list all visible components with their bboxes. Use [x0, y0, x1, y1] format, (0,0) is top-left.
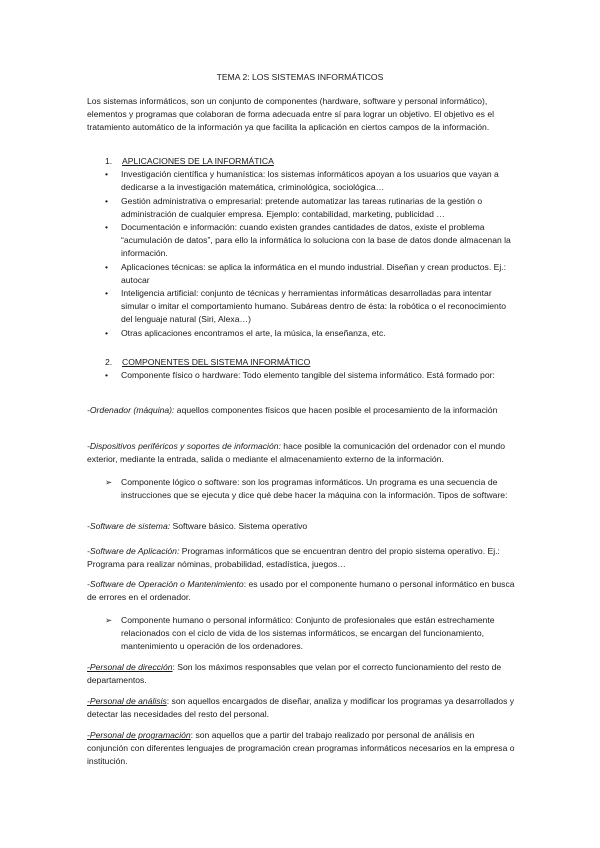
analisis-paragraph: [87, 695, 517, 721]
intro-paragraph: Los sistemas informáticos, son un conjunto de componentes (hardware, software y personal informático), elementos y programas que colaboran de forma adecuada entre sí para lograr un objetivo. El objetivo es el tratamiento automático de la información ya que facilita la aplicación en ciertos campos de la información.: [87, 96, 495, 133]
term-label: -Personal de análisis: [87, 696, 167, 706]
term-label: -Ordenador (máquina):: [87, 405, 175, 415]
term-label: -Software de Operación o Mantenimiento: [87, 579, 244, 589]
list-item-text: Otras aplicaciones encontramos el arte, la música, la enseñanza, etc.: [121, 327, 386, 338]
ordenador-paragraph: [87, 404, 517, 417]
direccion-paragraph: [87, 661, 517, 687]
list-item-text: Inteligencia artificial: conjunto de técnicas y herramientas informáticas desarrolladas para intentar simular o imitar el comportamiento humano. Subáreas dentro de ésta: la robótica o el reconocimiento del lenguaje natural (Siri, Alexa…): [121, 288, 507, 325]
perifericos-paragraph: [87, 440, 517, 466]
arrow-bullet-icon: ➢: [105, 615, 113, 625]
bullet-icon: •: [105, 327, 109, 338]
document-title: TEMA 2: LOS SISTEMAS INFORMÁTICOS: [216, 72, 384, 82]
arrow-bullet-icon: ➢: [105, 477, 113, 487]
list-item: [105, 614, 515, 654]
section-1-heading: [105, 155, 515, 168]
list-item: [105, 369, 515, 382]
term-text: Programas informáticos que se encuentran dentro del propio sistema operativo. Ej.: Programa para realizar nóminas, probabilidad, estadística, juegos…: [87, 546, 500, 570]
list-item: [105, 476, 515, 502]
term-text: aquellos componentes físicos que hacen posible el procesamiento de la información: [174, 405, 498, 415]
term-text: : son aquellos que a partir del trabajo realizado por personal de análisis en conjunción con diferentes lenguajes de programación crean programas informáticos necesarios en la empresa o institución.: [87, 730, 515, 767]
list-item: [105, 221, 515, 261]
list-item-text: Componente humano o personal informático: Conjunto de profesionales que están estrechamente relacionados con el ciclo de vida de los sistemas informáticos, se encargan del funcionamiento, mantenimiento u operación de los ordenadores.: [121, 615, 495, 652]
list-item-text: Componente lógico o software: son los programas informáticos. Un programa es una secuencia de instrucciones que se ejecuta y dice qué debe hacer la máquina con la información. Tipos de software:: [121, 477, 508, 501]
bullet-icon: •: [105, 169, 109, 180]
humano-block: [105, 614, 515, 654]
bullet-icon: •: [105, 288, 109, 299]
term-label: -Dispositivos periféricos y soportes de información:: [87, 441, 281, 451]
section-number: 2.: [105, 357, 113, 367]
term-label: -Personal de programación: [87, 730, 191, 740]
list-item-text: Documentación e información: cuando existen grandes cantidades de datos, existe el problema “acumulación de datos”, para ello la informática lo soluciona con la base de datos donde almacenan la información.: [121, 222, 511, 259]
list-item-text: Gestión administrativa o empresarial: pretende automatizar las tareas rutinarias de la gestión o administración de cualquier empresa. Ejemplo: contabilidad, marketing, publicidad …: [121, 195, 483, 219]
section-title: APLICACIONES DE LA INFORMÁTICA: [122, 156, 274, 166]
term-text: : Son los máximos responsables que velan por el correcto funcionamiento del resto de departamentos.: [87, 662, 502, 686]
bullet-icon: •: [105, 261, 109, 272]
sw-sistema-paragraph: [87, 520, 517, 533]
sw-aplicacion-paragraph: [87, 545, 517, 571]
programacion-paragraph: [87, 729, 517, 769]
section-2: [105, 356, 515, 382]
term-label: -Personal de dirección: [87, 662, 173, 672]
list-item-text: Investigación científica y humanística: los sistemas informáticos apoyan a los usuarios que vayan a dedicarse a la investigación matemática, criminológica, sociológica…: [121, 169, 499, 193]
sw-operacion-paragraph: [87, 578, 517, 604]
bullet-icon: •: [105, 370, 109, 381]
term-text: : son aquellos encargados de diseñar, analiza y modificar los programas ya desarrollados y detectar las necesidades del resto del personal.: [87, 696, 515, 720]
term-label: -Software de Aplicación:: [87, 546, 180, 556]
term-text: Software básico. Sistema operativo: [170, 521, 308, 531]
term-label: -Software de sistema:: [87, 521, 171, 531]
section-title: COMPONENTES DEL SISTEMA INFORMÁTICO: [122, 357, 311, 367]
list-item: [105, 327, 515, 340]
term-text: : es usado por el componente humano o personal informático en busca de errores en el ordenador.: [87, 579, 515, 603]
list-item: [105, 195, 515, 221]
list-item-text: Aplicaciones técnicas: se aplica la informática en el mundo industrial. Diseñan y crean productos. Ej.: autocar: [121, 261, 507, 285]
list-item: [105, 287, 515, 327]
bullet-icon: •: [105, 195, 109, 206]
section-number: 1.: [105, 156, 113, 166]
list-item: [105, 168, 515, 194]
list-item-text: Componente físico o hardware: Todo elemento tangible del sistema informático. Está formado por:: [121, 370, 495, 381]
software-block: [105, 476, 515, 502]
term-text: hace posible la comunicación del ordenador con el mundo exterior, mediante la entrada, salida o mediante el almacenamiento externo de la información.: [87, 441, 505, 465]
bullet-icon: •: [105, 222, 109, 233]
section-1: [105, 155, 515, 340]
list-item: [105, 261, 515, 287]
section-2-heading: [105, 356, 515, 369]
